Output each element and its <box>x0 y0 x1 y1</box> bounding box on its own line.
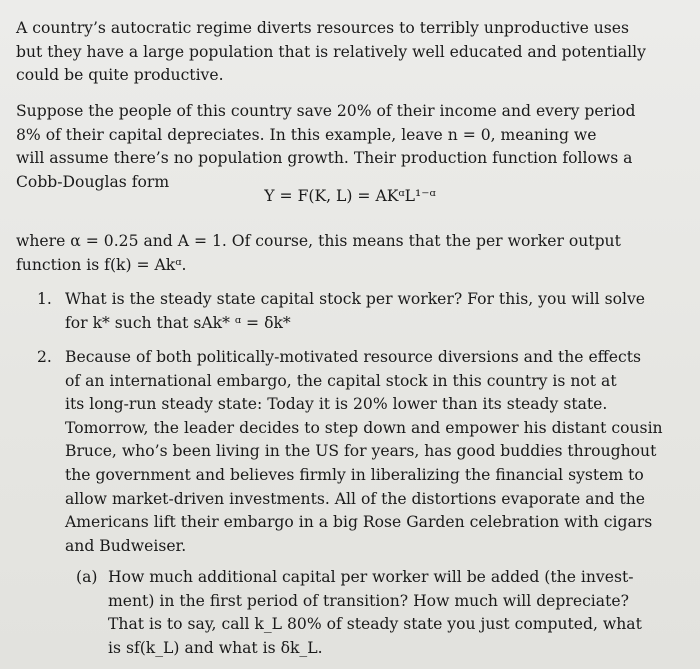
question-line: Because of both politically-motivated resource diversions and the effects <box>65 348 641 366</box>
question-line: Bruce, who’s been living in the US for years, has good buddies throughout <box>65 442 657 461</box>
text-line: Cobb-Douglas form <box>16 172 170 191</box>
intro-paragraph <box>16 17 678 88</box>
text-line: but they have a large population that is relatively well educated and potentially <box>16 42 646 61</box>
question-line: Americans lift their embargo in a big Rose Garden celebration with cigars <box>65 513 653 532</box>
text-line: could be quite productive. <box>16 66 224 85</box>
question-line: What is the steady state capital stock per worker? For this, you will solve <box>65 290 646 308</box>
question-line: its long-run steady state: Today it is 20% lower than its steady state. <box>65 395 608 414</box>
text-line: function is f(k) = Akᵅ. <box>16 255 187 274</box>
subquestion-line: That is to say, call k_L 80% of steady state you just computed, what <box>108 615 642 634</box>
text-line: where α = 0.25 and A = 1. Of course, this means that the per worker output <box>16 232 621 250</box>
text-line: A country’s autocratic regime diverts resources to terribly unproductive uses <box>16 19 630 37</box>
question-line: of an international embargo, the capital stock in this country is not at <box>65 371 617 390</box>
question-item <box>37 346 677 558</box>
assumptions-paragraph <box>16 100 678 194</box>
question-list <box>37 288 677 335</box>
question-line: for k* such that sAk* ᵅ = δk* <box>65 313 291 332</box>
subquestion-label: (a) <box>76 568 98 586</box>
text-line: will assume there’s no population growth. Their production function follows a <box>16 149 633 168</box>
subquestion-line: ment) in the first period of transition? How much will depreciate? <box>108 591 629 610</box>
production-function-equation: Y = F(K, L) = AKᵅL¹⁻ᵅ <box>264 187 436 205</box>
subquestion-line: is sf(k_L) and what is δk_L. <box>108 638 323 657</box>
question-number: 2. <box>37 348 52 366</box>
question-line: the government and believes firmly in liberalizing the financial system to <box>65 465 644 484</box>
question-item <box>37 288 677 335</box>
question-line: Tomorrow, the leader decides to step down and empower his distant cousin <box>65 418 663 437</box>
text-line: 8% of their capital depreciates. In this example, leave n = 0, meaning we <box>16 125 597 144</box>
question-line: and Budweiser. <box>65 536 187 555</box>
parameters-paragraph <box>16 230 678 277</box>
subquestion-line: How much additional capital per worker will be added (the invest- <box>108 568 634 586</box>
text-line: Suppose the people of this country save 20% of their income and every period <box>16 102 636 120</box>
subquestion-a <box>76 566 676 660</box>
question-line: allow market-driven investments. All of the distortions evaporate and the <box>65 489 646 508</box>
question-number: 1. <box>37 290 52 308</box>
question-list <box>37 346 677 558</box>
